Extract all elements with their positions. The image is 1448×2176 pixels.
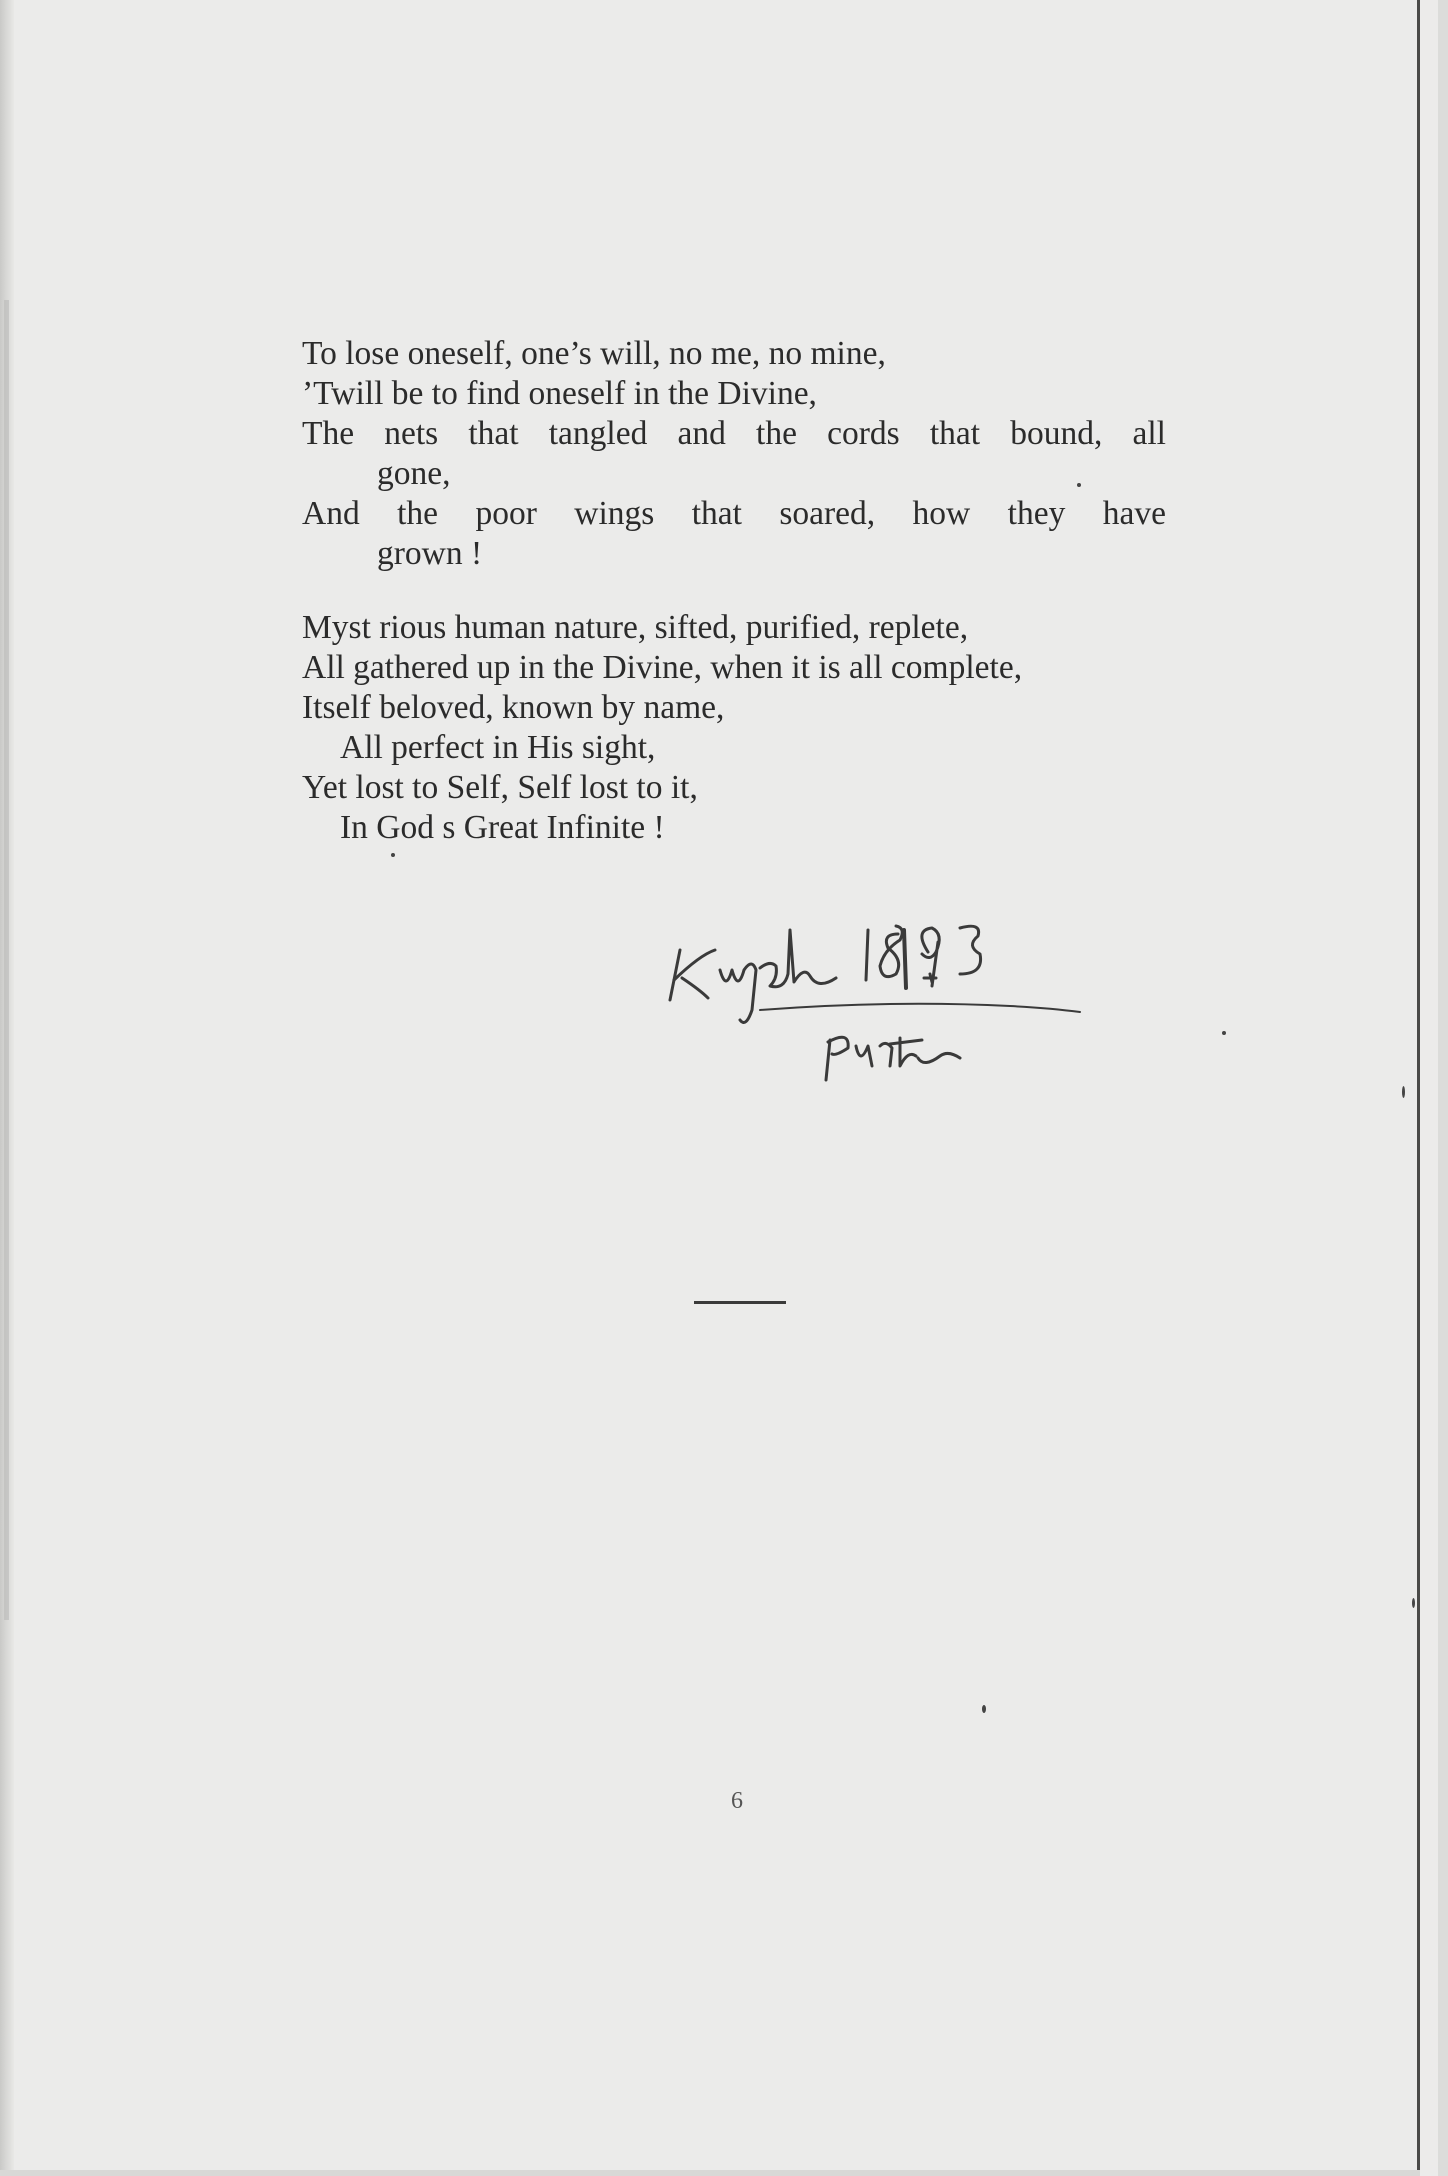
- poem-line-indented: All perfect in His sight,: [340, 729, 656, 766]
- scan-speck: [1412, 1598, 1415, 1608]
- poem-line: And the poor wings that soared, how they have: [302, 495, 1166, 532]
- binding-shadow: [4, 300, 9, 1620]
- poem-line: Yet lost to Self, Self lost to it,: [302, 769, 698, 806]
- page-number: 6: [731, 1788, 743, 1814]
- poem-line: All gathered up in the Divine, when it is all complete,: [302, 649, 1023, 686]
- poem-line: The nets that tangled and the cords that bound, all: [302, 415, 1166, 452]
- poem-line-continuation: grown !: [377, 535, 483, 572]
- poem: [302, 334, 1182, 882]
- poem-line: ’Twill be to find oneself in the Divine,: [302, 375, 817, 412]
- poem-line: To lose oneself, one’s will, no me, no mine,: [302, 335, 886, 372]
- stanza-2: [302, 608, 1182, 848]
- poem-line-continuation: gone,: [377, 455, 451, 492]
- poem-line-indented: In God s Great Infinite !: [340, 809, 665, 846]
- scan-speck: [391, 853, 395, 857]
- scan-speck: [1402, 1086, 1405, 1098]
- handwritten-annotation: [660, 870, 1180, 1100]
- stanza-1: [302, 334, 1182, 574]
- poem-line: Itself beloved, known by name,: [302, 689, 725, 726]
- scan-speck: [1077, 483, 1081, 487]
- scan-speck: [1222, 1031, 1226, 1035]
- right-page-margin: [1438, 0, 1448, 2176]
- bottom-page-edge: [0, 2170, 1420, 2176]
- section-separator: [694, 1301, 786, 1304]
- poem-line: Myst rious human nature, sifted, purified, replete,: [302, 609, 969, 646]
- scan-speck: [982, 1705, 986, 1713]
